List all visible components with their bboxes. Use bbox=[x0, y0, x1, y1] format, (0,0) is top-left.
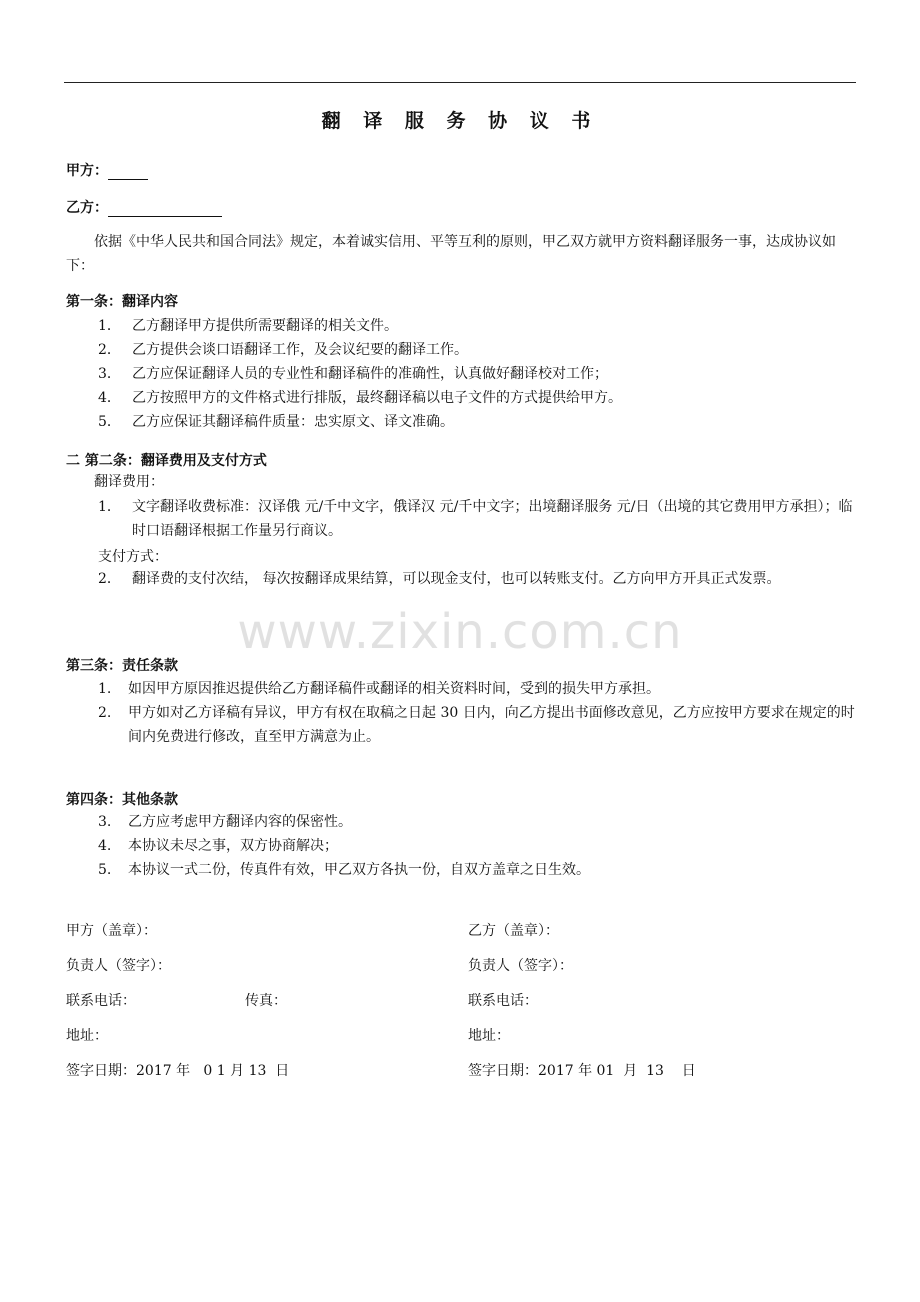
item-text: 翻译费的支付次结， 每次按翻译成果结算，可以现金支付，也可以转账支付。乙方向甲方开具正式发票。 bbox=[132, 571, 781, 587]
payment-item bbox=[98, 567, 858, 591]
party-a-label: 甲方： bbox=[66, 163, 108, 179]
item-number: 2. bbox=[98, 705, 112, 721]
item-number: 3. bbox=[98, 814, 112, 830]
party-b-line bbox=[66, 197, 222, 217]
party-a-seal-label: 甲方（盖章）： bbox=[66, 923, 157, 939]
item-text: 乙方按照甲方的文件格式进行排版，最终翻译稿以电子文件的方式提供给甲方。 bbox=[132, 390, 622, 406]
section4-item bbox=[98, 810, 858, 834]
section4-item bbox=[98, 834, 858, 858]
item-number: 5. bbox=[98, 862, 112, 878]
party-b-phone-label: 联系电话： bbox=[468, 993, 538, 1009]
item-number: 4. bbox=[98, 838, 112, 854]
fee-label: 翻译费用： bbox=[94, 474, 164, 490]
item-text: 本协议一式二份，传真件有效，甲乙双方各执一份，自双方盖章之日生效。 bbox=[128, 862, 590, 878]
section4-item bbox=[98, 858, 858, 882]
party-a-date: 签字日期：2017 年 0 1 月 13 日 bbox=[66, 1063, 290, 1079]
party-a-line bbox=[66, 160, 148, 180]
section1-item bbox=[98, 386, 858, 410]
watermark: www.zixin.com.cn bbox=[237, 604, 683, 660]
item-number: 2． bbox=[98, 571, 121, 587]
section1-item bbox=[98, 338, 858, 362]
party-a-fax-label: 传真： bbox=[245, 993, 287, 1009]
item-number: 4． bbox=[98, 390, 121, 406]
item-number: 1． bbox=[98, 499, 121, 515]
party-b-person-label: 负责人（签字）： bbox=[468, 958, 573, 974]
section1-item bbox=[98, 314, 858, 338]
section3-item bbox=[98, 701, 858, 749]
item-text: 甲方如对乙方译稿有异议，甲方有权在取稿之日起 30 日内，向乙方提出书面修改意见，乙方应按甲方要求在规定的时间内免费进行修改，直至甲方满意为止。 bbox=[128, 705, 855, 745]
intro-paragraph: 依据《中华人民共和国合同法》规定，本着诚实信用、平等互利的原则，甲乙双方就甲方资料翻译服务一事，达成协议如下： bbox=[66, 234, 836, 274]
party-a-address-label: 地址： bbox=[66, 1028, 108, 1044]
item-text: 本协议未尽之事，双方协商解决； bbox=[128, 838, 338, 854]
item-number: 3． bbox=[98, 366, 121, 382]
party-b-label: 乙方： bbox=[66, 200, 108, 216]
section2-heading: 二 第二条：翻译费用及支付方式 bbox=[66, 453, 267, 469]
section4-heading: 第四条：其他条款 bbox=[66, 792, 178, 808]
section3-item bbox=[98, 677, 858, 701]
item-text: 乙方应保证其翻译稿件质量：忠实原文、译文准确。 bbox=[132, 414, 454, 430]
party-b-blank bbox=[108, 200, 222, 217]
item-number: 1． bbox=[98, 318, 121, 334]
payment-label: 支付方式： bbox=[98, 549, 168, 565]
party-a-phone-label: 联系电话： bbox=[66, 993, 136, 1009]
document-title: 翻 译 服 务 协 议 书 bbox=[321, 110, 599, 132]
item-number: 2． bbox=[98, 342, 121, 358]
item-text: 文字翻译收费标准：汉译俄 元/千中文字，俄译汉 元/千中文字；出境翻译服务 元/日（出境的其它费用甲方承担）；临时口语翻译根据工作量另行商议。 bbox=[132, 499, 853, 539]
party-a-blank bbox=[108, 163, 148, 180]
item-text: 乙方应考虑甲方翻译内容的保密性。 bbox=[128, 814, 352, 830]
party-b-address-label: 地址： bbox=[468, 1028, 510, 1044]
section3-heading: 第三条：责任条款 bbox=[66, 658, 178, 674]
section1-item bbox=[98, 362, 858, 386]
item-number: 1. bbox=[98, 681, 112, 697]
party-b-seal-label: 乙方（盖章）： bbox=[468, 923, 559, 939]
party-a-person-label: 负责人（签字）： bbox=[66, 958, 171, 974]
item-text: 乙方翻译甲方提供所需要翻译的相关文件。 bbox=[132, 318, 398, 334]
item-text: 如因甲方原因推迟提供给乙方翻译稿件或翻译的相关资料时间，受到的损失甲方承担。 bbox=[128, 681, 660, 697]
party-b-date: 签字日期：2017 年 01 月 13 日 bbox=[468, 1063, 696, 1079]
top-rule bbox=[64, 82, 856, 83]
item-text: 乙方应保证翻译人员的专业性和翻译稿件的准确性，认真做好翻译校对工作； bbox=[132, 366, 608, 382]
section1-heading: 第一条：翻译内容 bbox=[66, 294, 178, 310]
section1-item bbox=[98, 410, 858, 434]
fee-item bbox=[98, 495, 858, 543]
item-text: 乙方提供会谈口语翻译工作，及会议纪要的翻译工作。 bbox=[132, 342, 468, 358]
item-number: 5． bbox=[98, 414, 121, 430]
